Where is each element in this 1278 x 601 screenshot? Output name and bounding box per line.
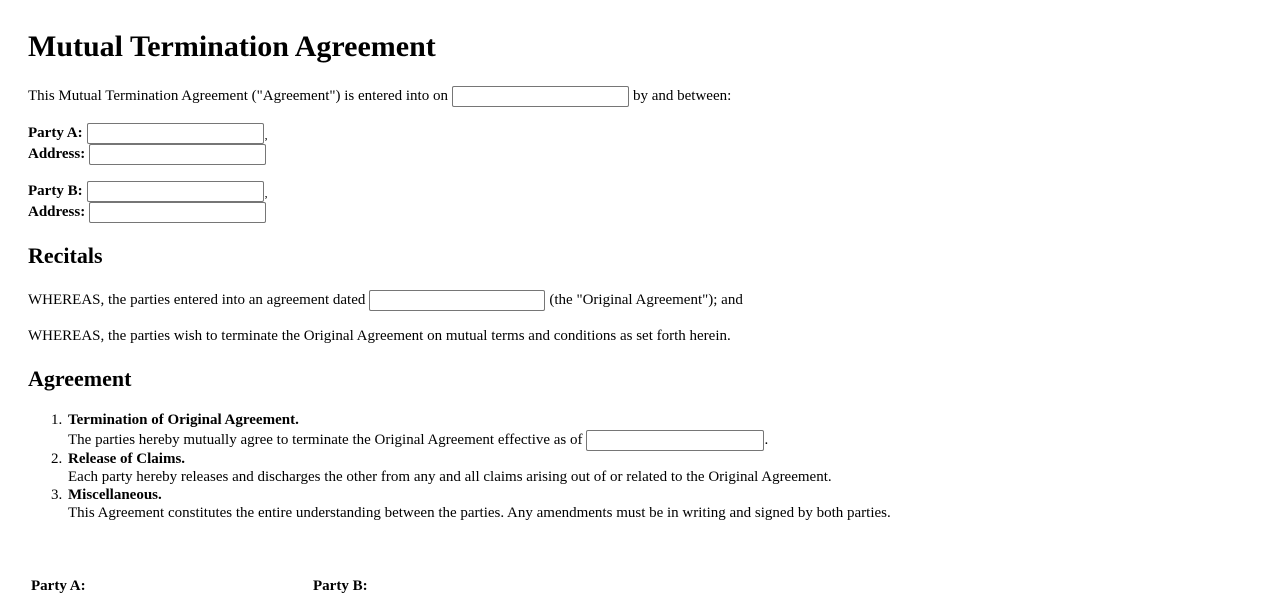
original-agreement-date-field[interactable]	[369, 290, 545, 311]
intro-line	[28, 85, 731, 107]
party-b-name-field[interactable]	[87, 181, 264, 202]
effective-date-field[interactable]	[586, 430, 764, 451]
agreement-date-field[interactable]	[452, 86, 629, 107]
intro-after-text: by and between:	[632, 87, 732, 104]
item-2-number: 2.	[51, 451, 63, 467]
whereas-1-after-text: (the "Original Agreement"); and	[549, 291, 743, 308]
party-b-address-line	[28, 201, 268, 223]
item-1-period: .	[764, 431, 769, 448]
item-1-number: 1.	[51, 412, 63, 428]
whereas-2-line	[28, 325, 731, 347]
party-a-label: Party A:	[28, 124, 83, 141]
party-a-comma: ,	[264, 128, 268, 142]
whereas-2-text: WHEREAS, the parties wish to terminate the Original Agreement on mutual terms and conditions as set forth herein.	[28, 327, 731, 344]
party-a-name-field[interactable]	[87, 123, 264, 144]
whereas-1-text: WHEREAS, the parties entered into an agreement dated	[28, 291, 366, 308]
intro-text: This Mutual Termination Agreement ("Agreement") is entered into on	[28, 87, 448, 104]
party-b-label: Party B:	[28, 182, 83, 199]
item-1-text-line	[68, 429, 768, 451]
item-1-title: Termination of Original Agreement.	[68, 412, 299, 428]
signature-party-b-label: Party B:	[313, 578, 368, 594]
item-3-text: This Agreement constitutes the entire understanding between the parties. Any amendments must be in writing and signed by both parties.	[68, 505, 891, 521]
party-a-address-field[interactable]	[89, 144, 266, 165]
party-a-line	[28, 122, 268, 144]
party-b-address-field[interactable]	[89, 202, 266, 223]
item-2-text: Each party hereby releases and discharges the other from any and all claims arising out of or related to the Original Agreement.	[68, 469, 832, 485]
agreement-heading: Agreement	[28, 366, 132, 391]
party-b-address-label: Address:	[28, 203, 86, 220]
recitals-heading: Recitals	[28, 243, 103, 268]
item-3-number: 3.	[51, 487, 63, 503]
party-b-line	[28, 180, 268, 202]
signature-party-a-label: Party A:	[31, 578, 86, 594]
item-2-title: Release of Claims.	[68, 451, 186, 467]
party-a-address-line	[28, 143, 268, 165]
party-b-comma: ,	[264, 186, 268, 200]
page-title: Mutual Termination Agreement	[28, 30, 436, 63]
item-3-title: Miscellaneous.	[68, 487, 162, 503]
item-1-text: The parties hereby mutually agree to terminate the Original Agreement effective as of	[68, 431, 583, 448]
party-a-address-label: Address:	[28, 145, 86, 162]
whereas-1-line	[28, 289, 743, 311]
